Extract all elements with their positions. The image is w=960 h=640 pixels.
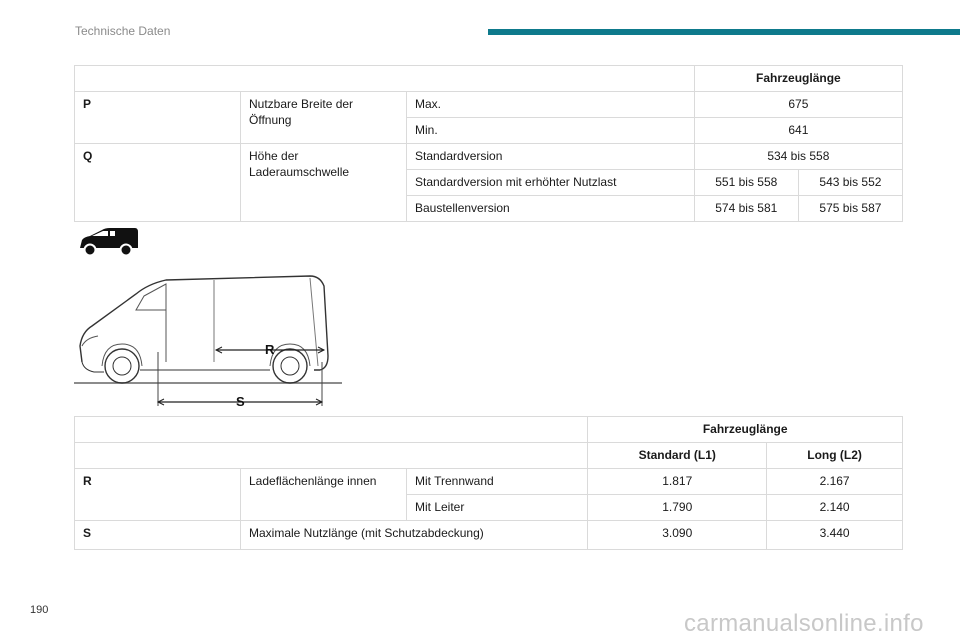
value-cell: 574 bis 581 <box>694 196 798 222</box>
table-row <box>75 469 903 495</box>
variant-label: Mit Leiter <box>407 495 588 521</box>
value-cell: 551 bis 558 <box>694 170 798 196</box>
value-cell: 675 <box>694 92 902 118</box>
spec-table-load-length <box>74 416 903 550</box>
section-title: Technische Daten <box>75 24 171 38</box>
value-cell: 3.440 <box>767 521 903 550</box>
watermark: carmanualsonline.info <box>684 610 924 637</box>
column-header-long: Long (L2) <box>767 443 903 469</box>
row-key: R <box>75 469 241 521</box>
column-header: Fahrzeuglänge <box>694 66 902 92</box>
row-label: Nutzbare Breite der Öffnung <box>241 92 407 144</box>
table-row <box>75 443 903 469</box>
dimension-label-s: S <box>236 394 245 408</box>
empty-header-cell <box>75 417 588 443</box>
row-key: P <box>75 92 241 144</box>
row-key: Q <box>75 144 241 222</box>
variant-label: Standardversion <box>407 144 695 170</box>
value-cell: 1.790 <box>588 495 767 521</box>
variant-label: Mit Trennwand <box>407 469 588 495</box>
variant-label: Min. <box>407 118 695 144</box>
value-cell: 1.817 <box>588 469 767 495</box>
table-row <box>75 521 903 550</box>
value-cell: 2.167 <box>767 469 903 495</box>
column-header: Fahrzeuglänge <box>588 417 903 443</box>
page-number: 190 <box>30 604 49 616</box>
table-row <box>75 66 903 92</box>
value-cell: 3.090 <box>588 521 767 550</box>
value-cell: 641 <box>694 118 902 144</box>
row-key: S <box>75 521 241 550</box>
table-row <box>75 144 903 170</box>
table-row <box>75 417 903 443</box>
value-cell: 543 bis 552 <box>798 170 902 196</box>
variant-label: Max. <box>407 92 695 118</box>
empty-header-cell <box>75 66 695 92</box>
row-label: Maximale Nutzlänge (mit Schutzabdeckung) <box>241 521 588 550</box>
value-cell: 2.140 <box>767 495 903 521</box>
van-dimension-drawing <box>74 266 344 408</box>
row-label: Höhe der Laderaumschwelle <box>241 144 407 222</box>
variant-label: Baustellenversion <box>407 196 695 222</box>
spec-table-opening-threshold <box>74 65 903 222</box>
dimension-label-r: R <box>265 342 275 357</box>
table-row <box>75 92 903 118</box>
empty-header-cell <box>75 443 588 469</box>
value-cell: 534 bis 558 <box>694 144 902 170</box>
variant-label: Standardversion mit erhöhter Nutzlast <box>407 170 695 196</box>
van-icon <box>78 226 140 258</box>
column-header-standard: Standard (L1) <box>588 443 767 469</box>
header-accent-bar <box>488 29 960 35</box>
value-cell: 575 bis 587 <box>798 196 902 222</box>
row-label: Ladeflächenlänge innen <box>241 469 407 521</box>
